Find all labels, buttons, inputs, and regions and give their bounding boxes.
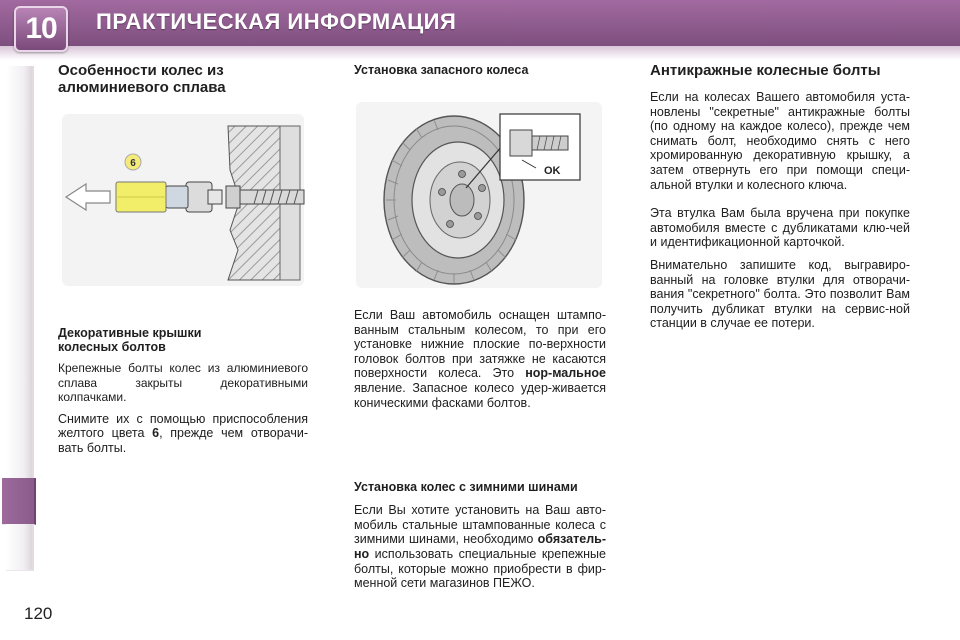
chapter-tab-6[interactable] xyxy=(6,296,34,343)
chapter-tab-8[interactable] xyxy=(6,388,34,435)
paragraph-anti-theft-1: Если на колесах Вашего автомобиля уста-новлены "секретные" антикражные болты (по одному на каждое колесо), прежде чем снимать болт, необходимо снять с него хромированную декоративную крышку, а затем отвернуть его при помощи специ-альной втулки и колесного ключа. xyxy=(650,90,910,192)
section-title-spare-wheel: Установка запасного колеса xyxy=(354,63,529,77)
section-title-line2: алюминиевого сплава xyxy=(58,79,226,96)
text-run-bold: 6 xyxy=(152,426,160,441)
text-run: , прежде чем отворачи-вать болты. xyxy=(58,426,308,455)
text-run: Если Ваш автомобиль оснащен штампо-ванным стальным колесом, то при его установке нижние плоские по-верхности головок болтов при затяжке не касаются поверхности колеса. Это xyxy=(354,308,606,381)
section-title-winter-tyres: Установка колес с зимними шинами xyxy=(354,480,578,495)
page-number: 120 xyxy=(24,604,53,623)
paragraph-spare-wheel xyxy=(354,308,606,410)
section-title-alloy xyxy=(58,62,308,96)
text-run: явление. Запасное колесо удер-живается коническими фасками болтов. xyxy=(354,380,606,410)
chapter-number-badge: 10 xyxy=(14,6,68,52)
text-run: использовать специальные крепежные болты, которые можно приобрести в фир-менной сети магазинов ПЕЖО. xyxy=(354,546,606,591)
subsection-title-caps xyxy=(58,326,308,354)
chapter-tab-2[interactable] xyxy=(6,112,34,159)
figure-cap-removal xyxy=(58,110,308,290)
figure-spare-wheel xyxy=(354,100,604,290)
subsection-title-line2: колесных болтов xyxy=(58,340,166,354)
cap-removal-illustration xyxy=(58,110,308,290)
paragraph-caps-intro: Крепежные болты колес из алюминиевого сплава закрыты декоративными колпачками. xyxy=(58,361,308,405)
column-spare-wheel xyxy=(354,60,606,591)
page-title: ПРАКТИЧЕСКАЯ ИНФОРМАЦИЯ xyxy=(96,9,457,34)
chapter-tab-4[interactable] xyxy=(6,204,34,251)
paragraph-anti-theft-2: Эта втулка Вам была вручена при покупке автомобиля вместе с дубликатами клю-чей и идентификационной карточкой. xyxy=(650,206,910,250)
chapter-tab-index xyxy=(0,66,36,576)
chapter-tab-1[interactable] xyxy=(6,66,34,113)
chapter-tab-5[interactable] xyxy=(6,250,34,297)
text-run: Если Вы хотите установить на Ваш авто-мобиль стальные штампованные колеса с зимними шинами, необходимо xyxy=(354,503,606,547)
chapter-tab-11[interactable] xyxy=(6,524,34,571)
tool-number-label: 6 xyxy=(130,158,136,169)
column-anti-theft-bolts xyxy=(650,60,910,331)
paragraph-caps-removal xyxy=(58,412,308,456)
chapter-tab-9[interactable] xyxy=(6,434,34,481)
text-run: Снимите их с помощью приспособления желтого цвета xyxy=(58,411,308,441)
spare-wheel-illustration xyxy=(354,100,604,290)
section-title-anti-theft: Антикражные колесные болты xyxy=(650,62,881,79)
header-fade xyxy=(0,46,960,60)
ok-label: OK xyxy=(544,165,561,177)
column-alloy-wheels xyxy=(58,60,308,456)
paragraph-anti-theft-3: Внимательно запишите код, выгравиро-ванный на головке втулки для отворачи-вания "секретного" болта. Это позволит Вам получить дубликат втулки на сервис-ной станции в случае ее потери. xyxy=(650,257,910,331)
chapter-tab-10-active[interactable] xyxy=(2,478,36,525)
chapter-tab-3[interactable] xyxy=(6,158,34,205)
text-run-bold: нор-мальное xyxy=(525,366,606,381)
paragraph-winter-tyres xyxy=(354,503,606,591)
text-run-bold: обязатель-но xyxy=(354,532,606,561)
subsection-title-line1: Декоративные крышки xyxy=(58,326,202,340)
section-title-line1: Особенности колес из xyxy=(58,62,224,79)
chapter-tab-7[interactable] xyxy=(6,342,34,389)
